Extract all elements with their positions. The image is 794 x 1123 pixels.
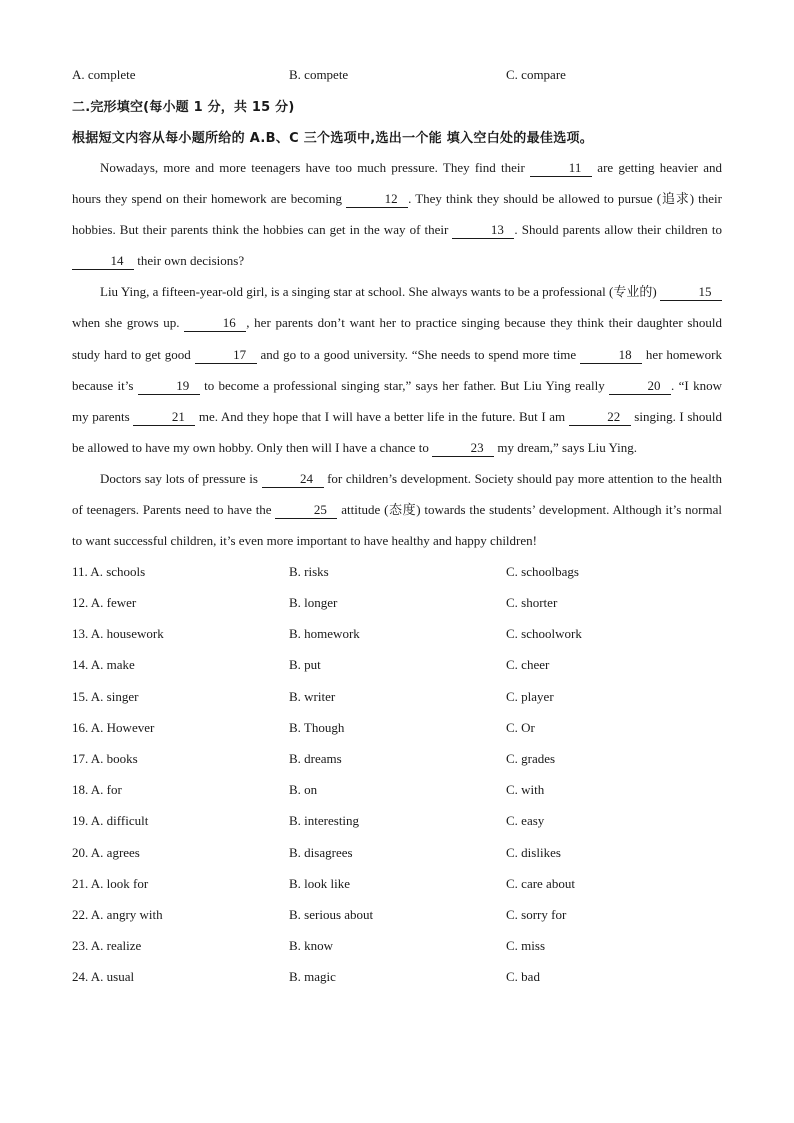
option-a: 22. A. angry with [72, 906, 163, 922]
option-b: B. put [289, 657, 321, 673]
passage-text: . Should parents allow their children to [514, 222, 723, 238]
option-c: C. sorry for [506, 906, 567, 922]
option-b: B. know [289, 938, 334, 954]
question-row [72, 712, 722, 743]
question-row [72, 681, 722, 712]
option-c: C. schoolbags [506, 563, 579, 579]
option-a: 14. A. make [72, 657, 135, 673]
option-c: C. miss [506, 938, 546, 954]
passage-text: . They think they should be allowed to pursue (追求) their hobbies. But their parents think the hobbies can get in the way of their [72, 191, 722, 238]
question-row [72, 619, 722, 650]
option-c: C. shorter [506, 595, 558, 610]
option-b: B. compete [289, 67, 349, 82]
option-a: A. complete [72, 67, 136, 82]
question-row [72, 743, 722, 774]
option-b: B. dreams [289, 750, 342, 766]
question-row [72, 837, 722, 868]
option-c: C. easy [506, 813, 545, 829]
option-a: 19. A. difficult [72, 813, 149, 829]
option-a: 16. A. However [72, 719, 155, 735]
cloze-blank: 24 [262, 471, 324, 488]
passage-text: Doctors say lots of pressure is [100, 470, 262, 486]
passage-text: and go to a good university. “She needs to spend more time [256, 346, 581, 362]
question-row [72, 806, 722, 837]
passage-text: for children’s development. Society should pay more attention to the health of teenagers. Parents need to have the [72, 470, 722, 518]
option-b: B. Though [289, 719, 345, 735]
option-c: C. Or [506, 719, 535, 735]
prev-question-options [72, 60, 722, 90]
option-b: B. look like [289, 875, 351, 891]
cloze-blank: 16 [184, 315, 246, 332]
option-a: 23. A. realize [72, 938, 142, 954]
cloze-blank: 17 [195, 347, 257, 364]
cloze-blank: 25 [275, 502, 337, 519]
option-a: 13. A. housework [72, 626, 164, 642]
option-b: B. risks [289, 563, 329, 579]
question-row [72, 962, 722, 993]
option-a: 24. A. usual [72, 969, 135, 985]
passage-paragraph-3 [72, 463, 722, 556]
passage-text: their own decisions? [134, 253, 245, 269]
passage-text: me. And they hope that I will have a better life in the future. But I am [195, 408, 569, 424]
passage-paragraph-2 [72, 276, 722, 463]
option-a: 17. A. books [72, 750, 138, 766]
question-row [72, 775, 722, 806]
passage-text: Nowadays, more and more teenagers have too much pressure. They find their [100, 160, 531, 175]
cloze-blank: 19 [138, 378, 200, 395]
question-options-list [72, 556, 722, 993]
passage-text: when she grows up. [72, 315, 185, 331]
option-a: 12. A. fewer [72, 595, 137, 610]
option-b: B. magic [289, 969, 336, 985]
cloze-blank: 23 [432, 440, 494, 457]
question-row [72, 650, 722, 681]
question-row [72, 899, 722, 930]
option-b: B. on [289, 782, 318, 798]
option-c: C. grades [506, 750, 556, 766]
option-b: B. writer [289, 688, 336, 704]
cloze-blank: 18 [580, 347, 642, 364]
passage-paragraph-1 [72, 152, 722, 276]
cloze-blank: 14 [72, 253, 134, 270]
option-b: B. serious about [289, 906, 374, 922]
option-a: 21. A. look for [72, 875, 149, 891]
option-a: 18. A. for [72, 782, 122, 798]
option-b: B. longer [289, 595, 338, 610]
option-b: B. interesting [289, 813, 360, 829]
exam-page [72, 60, 722, 993]
question-row [72, 868, 722, 899]
option-a: 15. A. singer [72, 688, 139, 704]
option-c: C. schoolwork [506, 626, 582, 642]
option-c: C. care about [506, 875, 575, 891]
passage-text: , her parents don’t want her to practice singing because they think their daughter should study hard to get good [72, 315, 723, 362]
cloze-blank: 11 [530, 160, 592, 177]
passage-text: her homework because it’s [72, 346, 722, 393]
option-c: C. player [506, 688, 554, 704]
option-b: B. disagrees [289, 844, 353, 860]
section-instruction: 根据短文内容从每小题所给的 A.B、C 三个选项中,选出一个能 填入空白处的最佳选项。 [72, 131, 594, 146]
option-a: 11. A. schools [72, 563, 146, 579]
passage-text: Liu Ying, a fifteen-year-old girl, is a singing star at school. She always wants to be a professional (专业的) [100, 284, 660, 300]
option-c: C. with [506, 782, 545, 798]
option-c: C. dislikes [506, 844, 561, 860]
option-c: C. cheer [506, 657, 550, 673]
cloze-blank: 13 [452, 222, 514, 239]
passage-text: my dream,” says Liu Ying. [494, 439, 638, 455]
cloze-passage [72, 152, 722, 556]
cloze-blank: 15 [660, 284, 722, 301]
cloze-blank: 20 [609, 378, 671, 395]
cloze-blank: 12 [346, 191, 408, 208]
passage-text: to become a professional singing star,” says her father. But Liu Ying really [199, 377, 610, 393]
section-title: 二.完形填空(每小题 1 分，共 15 分) [72, 100, 295, 115]
passage-text: attitude (态度) towards the students’ development. Although it’s normal to want successful children, it’s even more important to have healthy and happy children! [72, 502, 722, 549]
question-row [72, 556, 722, 587]
passage-text: . “I know my parents [72, 377, 722, 424]
option-a: 20. A. agrees [72, 844, 140, 860]
cloze-blank: 21 [133, 409, 195, 426]
cloze-blank: 22 [569, 409, 631, 426]
question-row [72, 587, 722, 618]
question-row [72, 930, 722, 961]
option-c: C. bad [506, 969, 540, 985]
option-c: C. compare [506, 67, 566, 82]
passage-text: singing. I should be allowed to have my own hobby. Only then will I have a chance to [72, 408, 722, 455]
option-b: B. homework [289, 626, 360, 642]
passage-text: are getting heavier and hours they spend on their homework are becoming [72, 160, 722, 207]
